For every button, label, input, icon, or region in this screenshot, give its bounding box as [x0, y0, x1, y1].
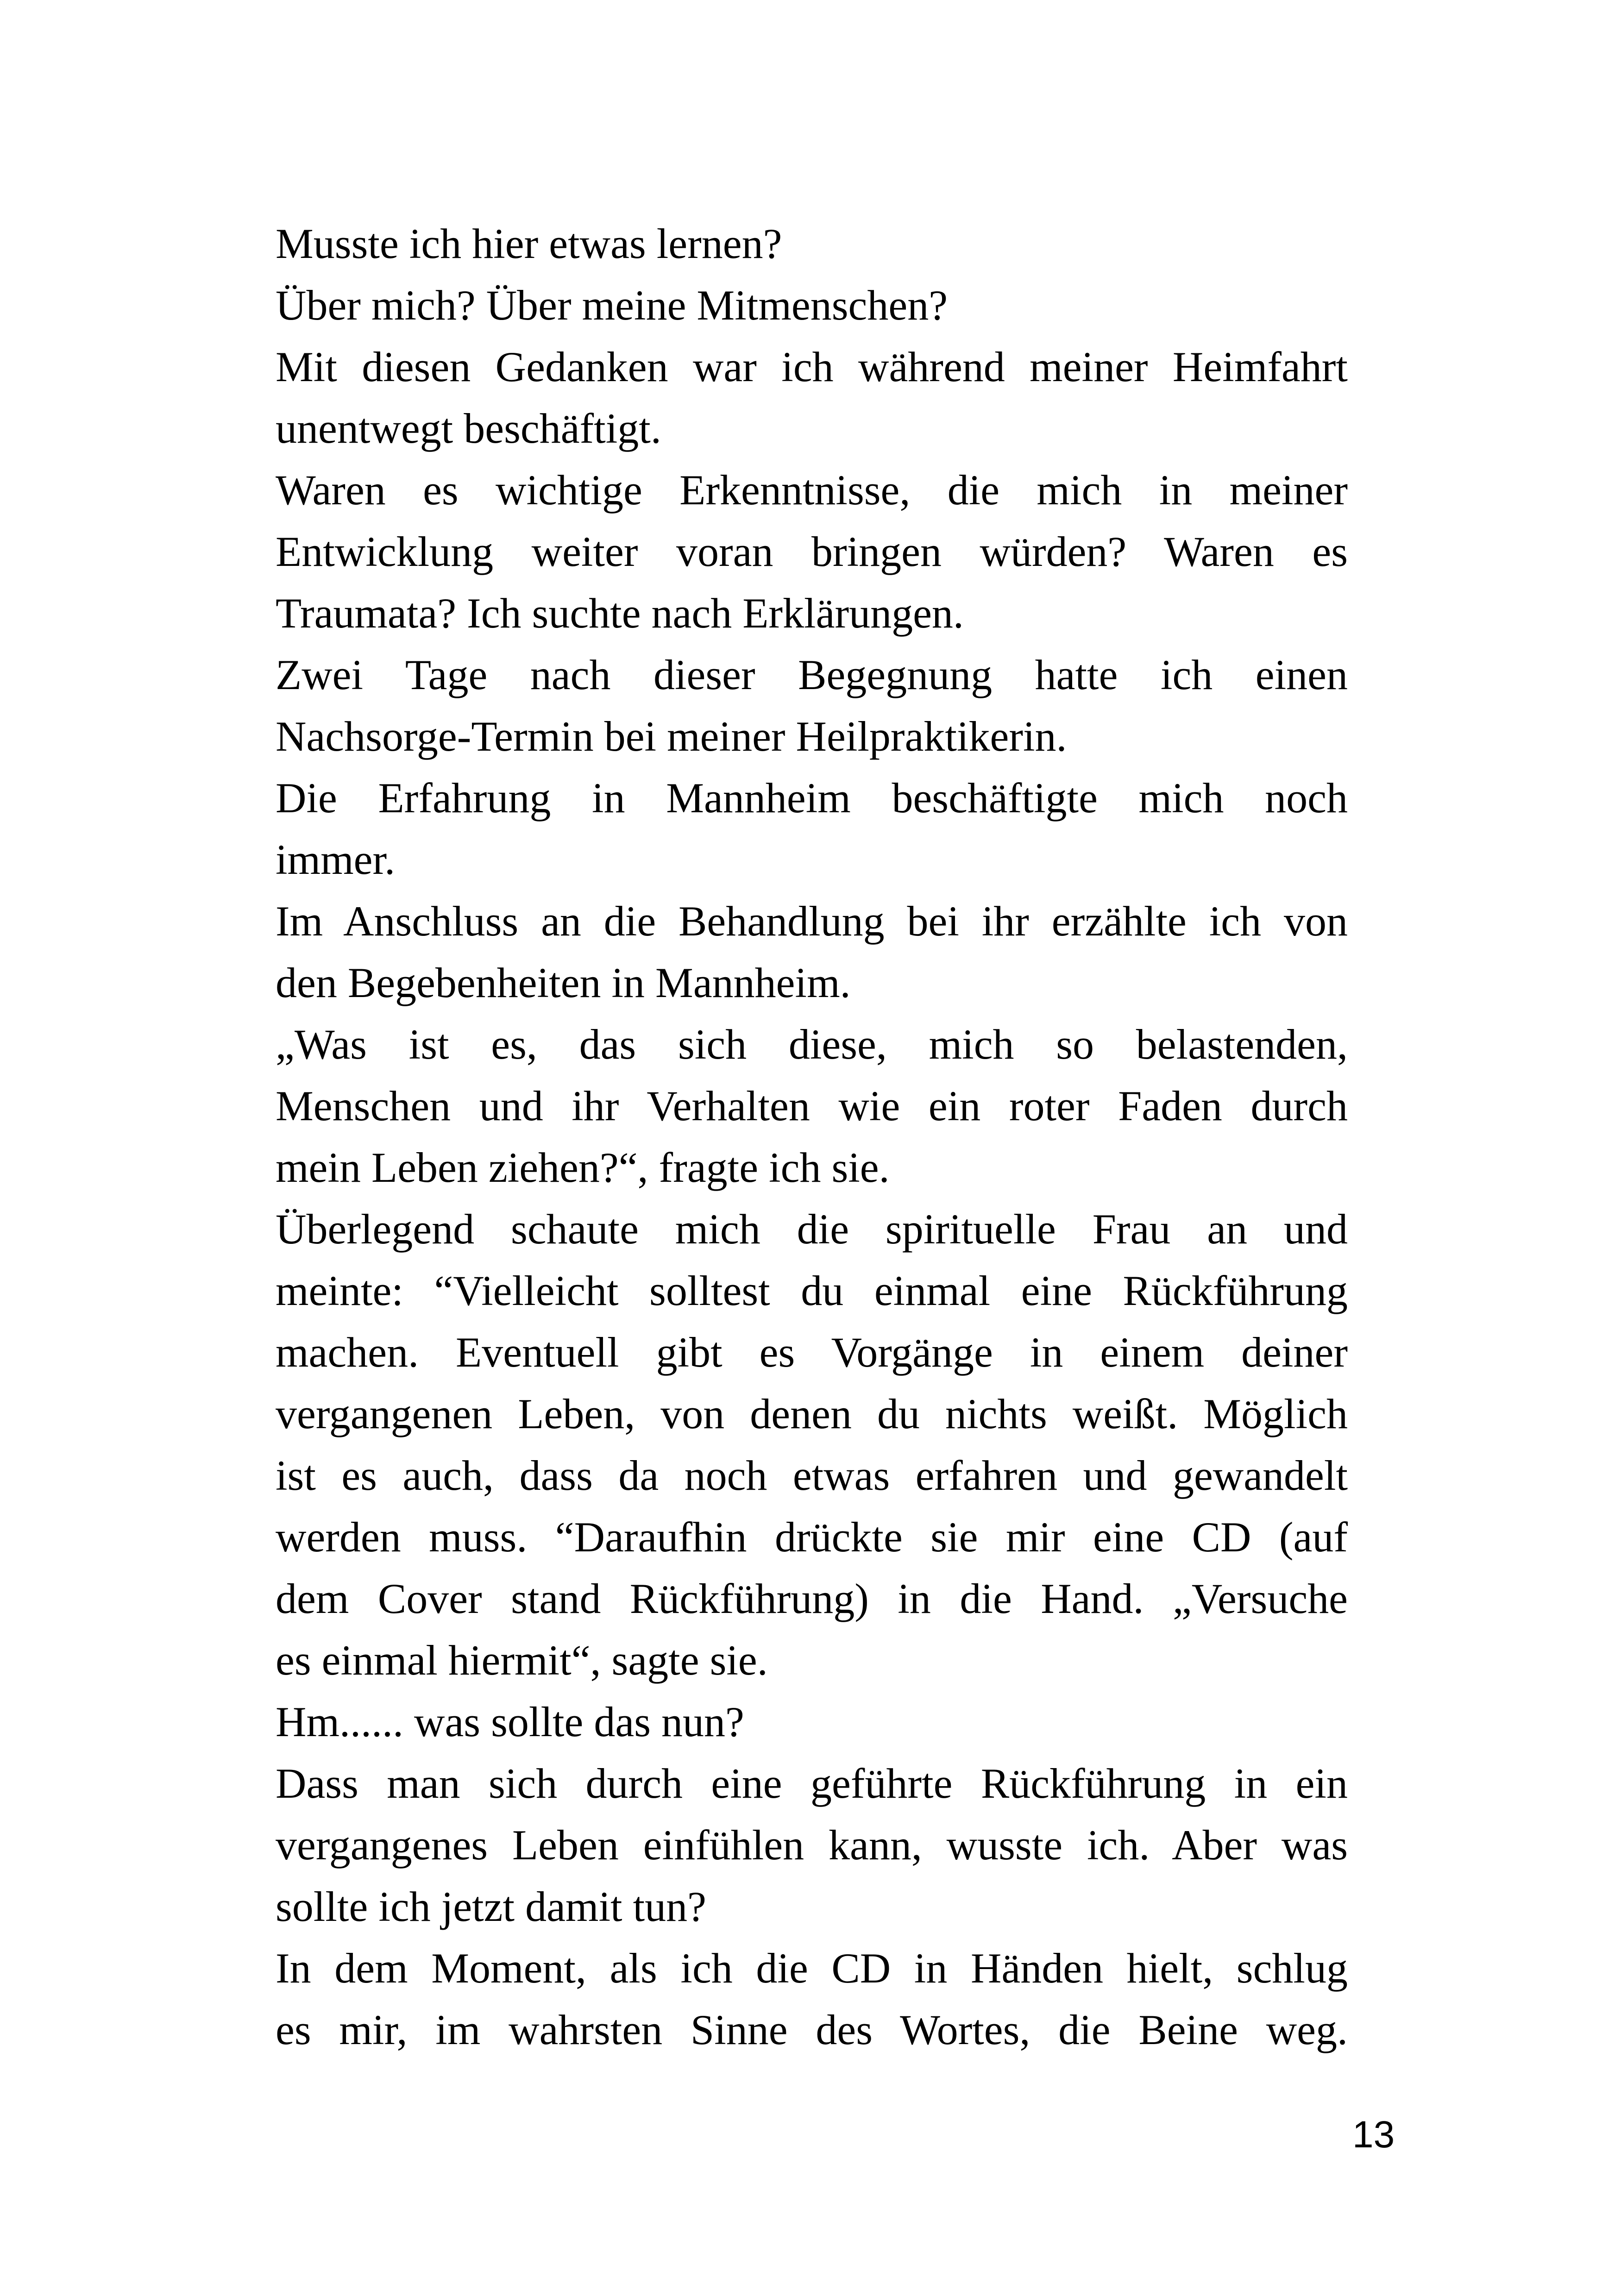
- text-line: mein Leben ziehen?“, fragte ich sie.: [276, 1144, 890, 1191]
- text-line: den Begebenheiten in Mannheim.: [276, 959, 851, 1006]
- text-line: es einmal hiermit“, sagte sie.: [276, 1637, 768, 1684]
- text-line: werden muss. “Daraufhin drückte sie mir eine CD (auf: [276, 1513, 1348, 1561]
- text-line: „Was ist es, das sich diese, mich so belastenden,: [276, 1021, 1348, 1068]
- text-line: dem Cover stand Rückführung) in die Hand. „Versuche: [276, 1575, 1348, 1622]
- text-line: unentwegt beschäftigt.: [276, 405, 661, 452]
- text-line: es mir, im wahrsten Sinne des Wortes, die Beine weg.: [276, 2006, 1348, 2053]
- text-line: Menschen und ihr Verhalten wie ein roter Faden durch: [276, 1082, 1348, 1129]
- text-line: Hm...... was sollte das nun?: [276, 1698, 744, 1745]
- text-line: Musste ich hier etwas lernen?: [276, 220, 782, 267]
- text-line: vergangenen Leben, von denen du nichts weißt. Möglich: [276, 1390, 1348, 1437]
- text-line: ist es auch, dass da noch etwas erfahren und gewandelt: [276, 1452, 1348, 1499]
- text-line: Dass man sich durch eine geführte Rückführung in ein: [276, 1760, 1348, 1807]
- text-line: immer.: [276, 836, 396, 883]
- text-line: Zwei Tage nach dieser Begegnung hatte ich einen: [276, 651, 1348, 698]
- text-line: machen. Eventuell gibt es Vorgänge in einem deiner: [276, 1329, 1348, 1376]
- page-number: 13: [1352, 2114, 1395, 2156]
- text-line: In dem Moment, als ich die CD in Händen hielt, schlug: [276, 1945, 1348, 1992]
- text-line: Entwicklung weiter voran bringen würden? Waren es: [276, 528, 1348, 575]
- text-line: Nachsorge-Termin bei meiner Heilpraktikerin.: [276, 713, 1067, 760]
- body-text: [276, 213, 1348, 2061]
- text-line: Mit diesen Gedanken war ich während meiner Heimfahrt: [276, 343, 1348, 390]
- text-line: Waren es wichtige Erkenntnisse, die mich in meiner: [276, 466, 1348, 514]
- text-line: Im Anschluss an die Behandlung bei ihr erzählte ich von: [276, 897, 1348, 945]
- text-line: Traumata? Ich suchte nach Erklärungen.: [276, 590, 964, 637]
- text-line: sollte ich jetzt damit tun?: [276, 1883, 706, 1930]
- text-line: vergangenes Leben einfühlen kann, wusste ich. Aber was: [276, 1821, 1348, 1869]
- text-line: Über mich? Über meine Mitmenschen?: [276, 282, 948, 329]
- text-line: meinte: “Vielleicht solltest du einmal eine Rückführung: [276, 1267, 1348, 1314]
- text-line: Überlegend schaute mich die spirituelle Frau an und: [276, 1205, 1348, 1253]
- text-line: Die Erfahrung in Mannheim beschäftigte mich noch: [276, 774, 1348, 822]
